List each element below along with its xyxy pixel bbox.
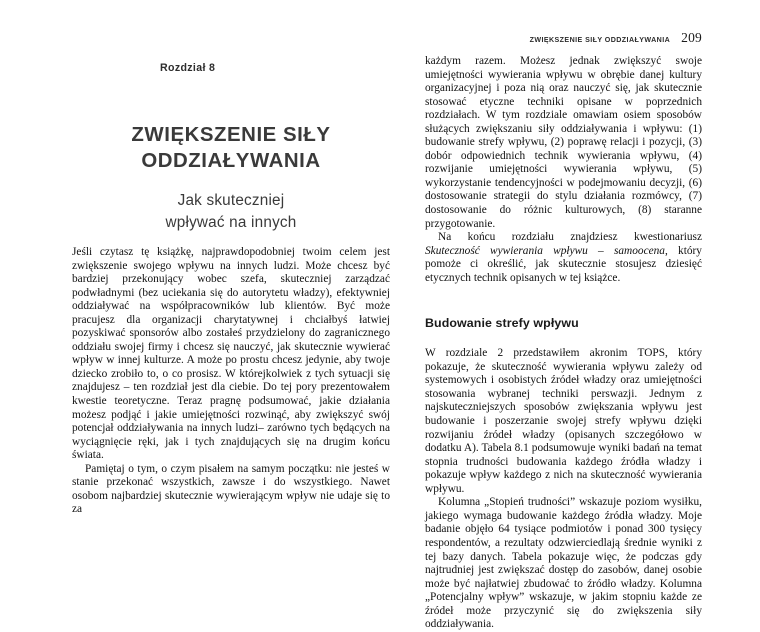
chapter-label: Rozdział 8 — [160, 62, 216, 74]
running-head-title: ZWIĘKSZENIE SIŁY ODDZIAŁYWANIA — [529, 36, 671, 44]
paragraph: każdym razem. Możesz jednak zwiększyć swoje umiejętności wywierania wpływu w obrębie danej kultury organizacyjnej i poza nią oraz nauczyć się, jak skutecznie stosować etyczne techniki opisane w poprzednich rozdziałach. W tym rozdziale omawiam osiem sposobów służących zwiększaniu siły oddziaływania i wpływu: (1) budowanie strefy wpływu, (2) poprawę relacji i pozycji, (3) dobór odpowiednich technik wywierania wpływu, (4) rozwijanie umiejętności wywierania wpływu, (5) wykorzystanie tendencyjności w podejmowaniu decyzji, (6) dostosowanie strategii do stylu działania rozmówcy, (7) dostosowanie do różnic kulturowych, (8) staranne przygotowanie. — [425, 55, 702, 230]
left-column — [72, 0, 390, 577]
paragraph-text-tail: , który pomoże ci określić, jak skutecznie stosujesz dziesięć etycznych technik opisanych w tej książce. — [425, 244, 702, 284]
left-column-body — [72, 246, 390, 517]
paragraph: Jeśli czytasz tę książkę, najprawdopodobniej twoim celem jest zwiększenie swojego wpływu na innych ludzi. Może chcesz być bardziej przekonujący wobec szefa, skuteczniej zarządzać podwładnymi (bez uciekania się do autorytetu władzy), efektywniej oddziaływać na współpracowników lub klientów. Być może pracujesz dla organizacji charytatywnej i chciałbyś łatwiej pozyskiwać sponsorów albo zostałeś przydzielony do zagranicznego oddziału swojej firmy i chcesz się nauczyć, jak skutecznie wywierać wpływ w innej kulturze. A może po prostu chcesz jedynie, aby twoje dziecko zrobiło to, o co prosisz. W którejkolwiek z tych sytuacji się znajdujesz – ten rozdział jest dla ciebie. Do tej pory prezentowałem kwestie teoretyczne. Teraz pragnę podsumować, jakie działania możesz podjąć i jakie umiejętności rozwinąć, aby zwiększyć swój potencjał oddziaływania na innych ludzi– zarówno tych będących na wyciągnięcie ręki, jak i tych znajdujących się na drugim końcu świata. — [72, 246, 390, 462]
chapter-title-line-2: ODDZIAŁYWANIA — [141, 150, 321, 173]
paragraph — [425, 231, 702, 285]
right-column — [425, 55, 702, 632]
running-head — [530, 30, 702, 46]
page-number: 209 — [681, 30, 702, 45]
chapter-title — [72, 122, 390, 174]
spacer — [425, 285, 702, 316]
chapter-title-line-1: ZWIĘKSZENIE SIŁY — [131, 124, 331, 146]
paragraph-text-lead: Na końcu rozdziału znajdziesz kwestionariusz — [438, 231, 702, 244]
questionnaire-title: Skuteczność wywierania wpływu – samoocena — [425, 244, 665, 257]
paragraph: Kolumna „Stopień trudności” wskazuje poziom wysiłku, jakiego wymaga budowanie każdego źródła władzy. Moje badanie objęło 64 tysiące podmiotów i ponad 300 tysięcy respondentów, a rezultaty odzwierciedlają średnie wyniki z tej bazy danych. Tabela pokazuje więc, że podczas gdy najtrudniej jest zwiększać dostęp do zasobów, danej osobie może być najłatwiej zbudować to źródło władzy. Kolumna „Potencjalny wpływ” wskazuje, w jakim stopniu każde ze źródeł może przyczynić się do zwiększenia siły oddziaływania. — [425, 496, 702, 631]
paragraph: W rozdziale 2 przedstawiłem akronim TOPS, który pokazuje, że skuteczność wywierania wpływu zależy od systemowych i osobistych źródeł władzy oraz umiejętności stosowania wybranej techniki perswazji. Jednym z najskuteczniejszych sposobów zwiększania wpływu jest budowanie i poszerzanie swojej strefy wpływu dzięki rozwijaniu źródeł władzy (opisanych szczegółowo w dodatku A). Tabela 8.1 podsumowuje wyniki badań na temat stopnia trudności budowania każdego źródła władzy i pokazuje wpływ każdego z nich na skuteczność wywierania wpływu. — [425, 347, 702, 495]
paragraph: Pamiętaj o tym, o czym pisałem na samym początku: nie jesteś w stanie przekonać wszystkich, zawsze i do wszystkiego. Nawet osobom najbardziej skutecznie wywierającym wpływ nie udaje się to za — [72, 462, 390, 516]
chapter-subtitle-line-2: wpływać na innych — [165, 214, 297, 232]
chapter-subtitle-line-1: Jak skuteczniej — [177, 192, 285, 209]
section-heading: Budowanie strefy wpływu — [425, 316, 579, 331]
chapter-subtitle — [72, 190, 390, 234]
spacer — [425, 330, 702, 347]
